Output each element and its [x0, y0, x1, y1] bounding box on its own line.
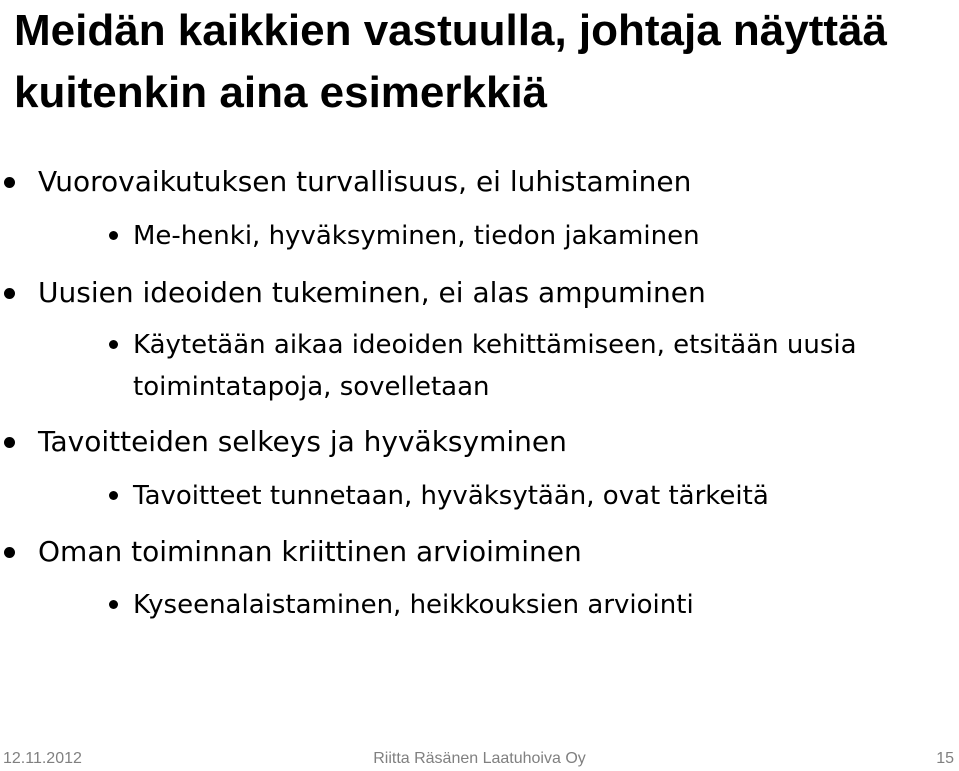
footer-author: Riitta Räsänen Laatuhoiva Oy — [373, 750, 586, 767]
bullet-item — [38, 426, 938, 458]
slide-title: Meidän kaikkien vastuulla, johtaja näyttää kuitenkin aina esimerkkiä — [14, 6, 887, 117]
bullet-dot-icon — [109, 340, 118, 349]
bullet-text: Uusien ideoiden tukeminen, ei alas ampuminen — [38, 276, 706, 309]
bullet-dot-icon — [4, 288, 15, 299]
sub-bullet-text: Tavoitteet tunnetaan, hyväksytään, ovat tärkeitä — [133, 481, 769, 511]
bullet-dot-icon — [4, 547, 15, 558]
bullet-text: Tavoitteiden selkeys ja hyväksyminen — [38, 425, 567, 458]
sub-bullet-item — [133, 324, 943, 408]
bullet-dot-icon — [4, 437, 15, 448]
sub-bullet-item — [133, 584, 943, 626]
sub-bullet-text: Me-henki, hyväksyminen, tiedon jakaminen — [133, 221, 700, 251]
bullet-dot-icon — [109, 491, 118, 500]
bullet-text: Vuorovaikutuksen turvallisuus, ei luhistaminen — [38, 165, 692, 198]
sub-bullet-text: Kyseenalaistaminen, heikkouksien arviointi — [133, 590, 694, 620]
bullet-dot-icon — [4, 177, 15, 188]
page-number: 15 — [936, 750, 954, 767]
bullet-text: Oman toiminnan kriittinen arvioiminen — [38, 535, 582, 568]
bullet-dot-icon — [109, 600, 118, 609]
sub-bullet-item — [133, 215, 943, 257]
bullet-item — [38, 277, 938, 309]
sub-bullet-text: Käytetään aikaa ideoiden kehittämiseen, etsitään uusia toimintatapoja, sovelletaan — [133, 330, 857, 402]
bullet-item — [38, 166, 938, 198]
bullet-dot-icon — [109, 231, 118, 240]
sub-bullet-item — [133, 475, 943, 517]
bullet-item — [38, 536, 938, 568]
footer-date: 12.11.2012 — [3, 750, 82, 767]
